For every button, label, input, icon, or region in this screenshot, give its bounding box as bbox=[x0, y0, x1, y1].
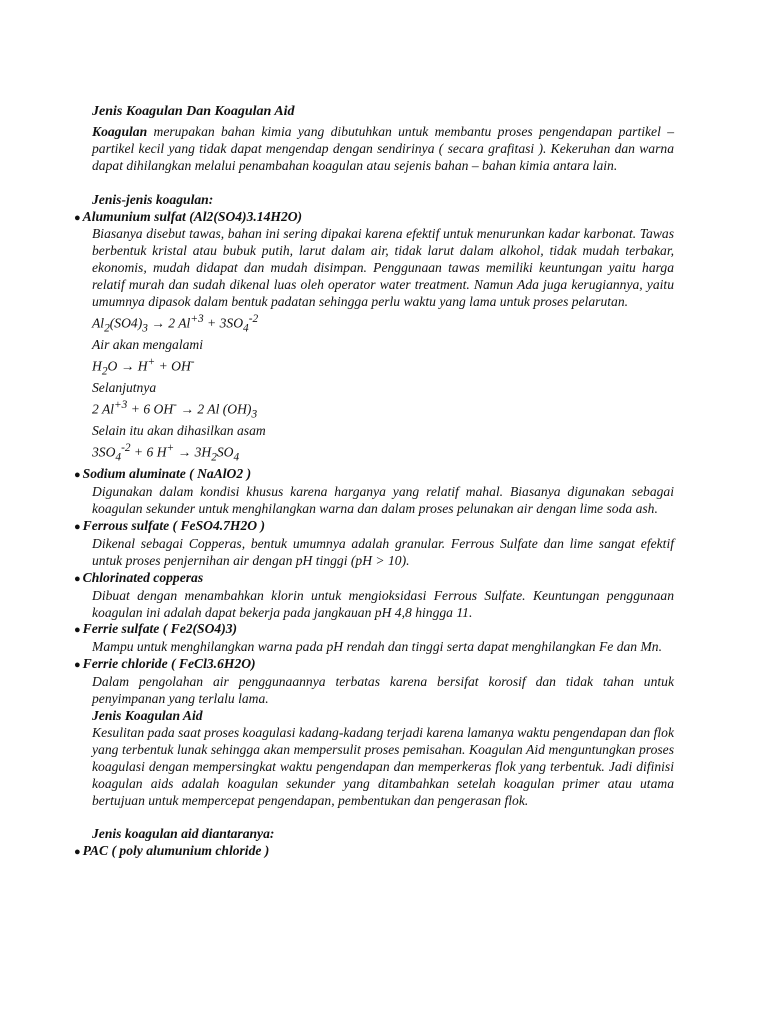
item-name: Alumunium sulfat (Al2(SO4)3.14H2O) bbox=[82, 208, 303, 224]
bullet-icon: ● bbox=[74, 211, 81, 224]
item-description: Biasanya disebut tawas, bahan ini sering dipakai karena efektif untuk menurunkan kadar karbonat. Tawas berbentuk kristal atau bubuk putih, larut dalam air, tidak larut dalam alkohol, tidak mudah terbakar, ekonomis, mudah didapat dan mudah disimpan. Penggunaan tawas memiliki keuntungan yaitu harga relatif murah dan sudah dikenal luas oleh operator water treatment. Namun Ada juga kerugiannya, yaitu umumnya dipasok dalam bentuk padatan sehingga perlu waktu yang lama untuk proses pelarutan. bbox=[92, 226, 674, 310]
item-name: Sodium aluminate ( NaAlO2 ) bbox=[82, 466, 252, 482]
item-name: Chlorinated copperas bbox=[82, 569, 204, 585]
item-description: Mampu untuk menghilangkan warna pada pH rendah dan tinggi serta dapat menghilangkan Fe dan Mn. bbox=[92, 639, 663, 655]
bullet-icon: ● bbox=[74, 572, 81, 585]
bullet-icon: ● bbox=[74, 469, 81, 482]
item-description: Dikenal sebagai Copperas, bentuk umumnya adalah granular. Ferrous Sulfate dan lime sangat efektif untuk proses penjernihan air dengan pH tinggi (pH > 10). bbox=[92, 535, 674, 568]
list-item-title bbox=[74, 209, 674, 227]
bullet-icon: ● bbox=[74, 846, 81, 859]
list-item-title bbox=[74, 621, 674, 639]
aid-heading: Jenis Koagulan Aid bbox=[92, 708, 203, 723]
intro-paragraph bbox=[92, 124, 674, 175]
aid-list-heading: Jenis koagulan aid diantaranya: bbox=[92, 826, 275, 842]
item-description: Dalam pengolahan air penggunaannya terbatas karena bersifat korosif dan tidak tahan untuk penyimpanan yang terlalu lama. bbox=[92, 674, 674, 707]
equation-note-3: Selain itu akan dihasilkan asam bbox=[92, 423, 266, 439]
item-name: Ferrie chloride ( FeCl3.6H2O) bbox=[82, 656, 256, 672]
equation-3: 2 $Al^{+3} + 6$ OH- → 2 Al $(OH)_3$ bbox=[92, 399, 258, 421]
intro-text: merupakan bahan kimia yang dibutuhkan untuk membantu proses pengendapan partikel – partikel kecil yang tidak dapat mengendap dengan sendirinya ( secara grafitasi ). Kekeruhan dan warna dapat dihilangkan melalui penambahan koagulan atau sejenis bahan – bahan kimia antara lain. bbox=[92, 123, 674, 173]
document-body bbox=[74, 104, 674, 861]
list-item-title bbox=[74, 570, 674, 588]
equation-1: $Al_2(SO4)_3 \to 2$ $Al^{+3} + 3SO_4^{-2}$ bbox=[92, 312, 259, 335]
bullet-icon: ● bbox=[74, 659, 81, 672]
intro-term: Koagulan bbox=[92, 123, 148, 139]
list-item-title bbox=[74, 656, 674, 674]
page-title: Jenis Koagulan Dan Koagulan Aid bbox=[92, 104, 295, 119]
bullet-icon: ● bbox=[74, 624, 81, 637]
types-heading: Jenis-jenis koagulan: bbox=[92, 191, 214, 207]
bullet-icon: ● bbox=[74, 521, 81, 534]
equation-4: $3SO_4^{-2} + 6$ $H^+ \to 3H_2SO_4$ bbox=[92, 442, 240, 464]
list-item-title bbox=[74, 843, 674, 861]
spacer bbox=[74, 175, 674, 192]
equation-note-1: Air akan mengalami bbox=[92, 337, 204, 353]
equation-note-2: Selanjutnya bbox=[92, 380, 157, 396]
list-item-title bbox=[74, 466, 674, 484]
list-item-title bbox=[74, 518, 674, 536]
item-name: Ferrous sulfate ( FeSO4.7H2O ) bbox=[82, 518, 266, 534]
item-description: Digunakan dalam kondisi khusus karena harganya yang relatif mahal. Biasanya digunakan sebagai koagulan sekunder untuk menghilangkan warna dan dalam proses pelunakan air dengan lime soda ash. bbox=[92, 484, 674, 517]
aid-paragraph: Kesulitan pada saat proses koagulasi kadang-kadang terjadi karena lamanya waktu pengendapan dan flok yang terbentuk lunak sehingga akan mempersulit proses pemisahan. Koagulan Aid menguntungkan proses koagulasi dengan mempersingkat waktu pengendapan dan memperkeras flok yang terbentuk. Jadi difinisi koagulan aids adalah koagulan sekunder yang ditambahkan setelah koagulan primer atau utama bertujuan untuk mempercepat pengendapan, pembentukan dan pengerasan flok. bbox=[92, 724, 674, 808]
item-description: Dibuat dengan menambahkan klorin untuk mengioksidasi Ferrous Sulfate. Keuntungan penggunaan koagulan ini adalah dapat bekerja pada jangkauan pH 4,8 hingga 11. bbox=[92, 587, 674, 620]
equation-2: $H_2O \to H^+ + OH^-$ bbox=[92, 356, 195, 378]
item-name: Ferrie sulfate ( Fe2(SO4)3) bbox=[82, 621, 238, 637]
item-name: PAC ( poly alumunium chloride ) bbox=[82, 843, 270, 859]
spacer bbox=[74, 809, 674, 826]
